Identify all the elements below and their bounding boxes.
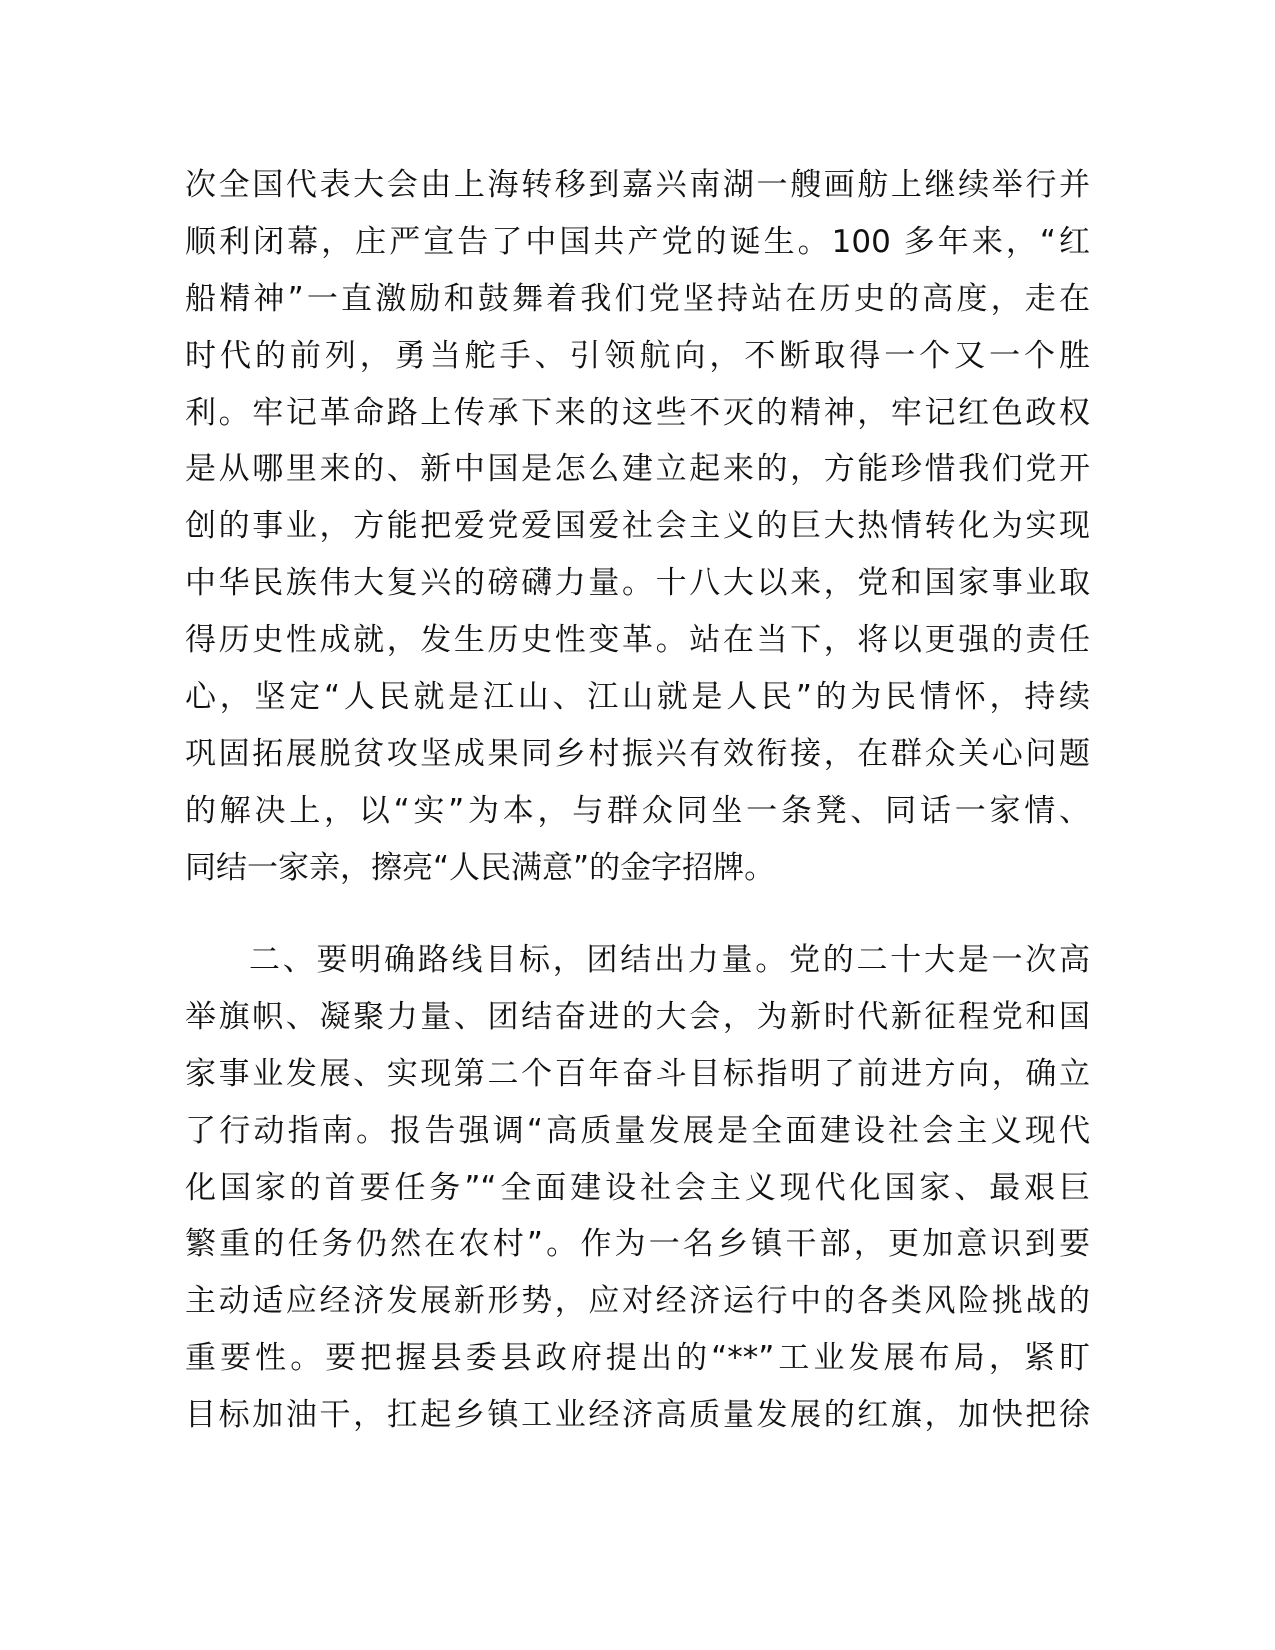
paragraph-line: 利。牢记革命路上传承下来的这些不灭的精神，牢记红色政权	[185, 394, 1090, 431]
paragraph-1	[185, 157, 1090, 897]
paragraph-line: 家事业发展、实现第二个百年奋斗目标指明了前进方向，确立	[185, 1055, 1090, 1092]
paragraph-line: 心，坚定“人民就是江山、江山就是人民”的为民情怀，持续	[185, 679, 1090, 716]
paragraph-line: 化国家的首要任务”“全面建设社会主义现代化国家、最艰巨	[185, 1169, 1090, 1206]
paragraph-line: 次全国代表大会由上海转移到嘉兴南湖一艘画舫上继续举行并	[185, 167, 1090, 203]
paragraph-line: 中华民族伟大复兴的磅礴力量。十八大以来，党和国家事业取	[185, 565, 1090, 602]
paragraph-2	[185, 932, 1090, 1444]
paragraph-line: 繁重的任务仍然在农村”。作为一名乡镇干部，更加意识到要	[185, 1226, 1090, 1263]
paragraph-line: 船精神”一直激励和鼓舞着我们党坚持站在历史的高度，走在	[185, 280, 1090, 317]
paragraph-line: 重要性。要把握县委县政府提出的“**”工业发展布局，紧盯	[185, 1340, 1090, 1377]
paragraph-line: 巩固拓展脱贫攻坚成果同乡村振兴有效衔接，在群众关心问题	[185, 735, 1090, 772]
paragraph-line: 时代的前列，勇当舵手、引领航向，不断取得一个又一个胜	[185, 337, 1090, 374]
paragraph-line: 主动适应经济发展新形势，应对经济运行中的各类风险挑战的	[185, 1283, 1090, 1320]
paragraph-line: 创的事业，方能把爱党爱国爱社会主义的巨大热情转化为实现	[185, 508, 1090, 545]
paragraph-line: 了行动指南。报告强调“高质量发展是全面建设社会主义现代	[185, 1112, 1090, 1149]
paragraph-line: 举旗帜、凝聚力量、团结奋进的大会，为新时代新征程党和国	[185, 998, 1090, 1035]
paragraph-line: 的解决上，以“实”为本，与群众同坐一条凳、同话一家情、	[185, 792, 1090, 829]
paragraph-line: 得历史性成就，发生历史性变革。站在当下，将以更强的责任	[185, 622, 1090, 659]
paragraph-line: 二、要明确路线目标，团结出力量。党的二十大是一次高	[249, 942, 1090, 978]
paragraph-line: 目标加油干，扛起乡镇工业经济高质量发展的红旗，加快把徐	[185, 1397, 1090, 1434]
paragraph-line: 是从哪里来的、新中国是怎么建立起来的，方能珍惜我们党开	[185, 451, 1090, 488]
paragraph-line: 顺利闭幕，庄严宣告了中国共产党的诞生。100 多年来，“红	[185, 223, 1090, 260]
paragraph-line: 同结一家亲，擦亮“人民满意”的金字招牌。	[185, 849, 776, 886]
